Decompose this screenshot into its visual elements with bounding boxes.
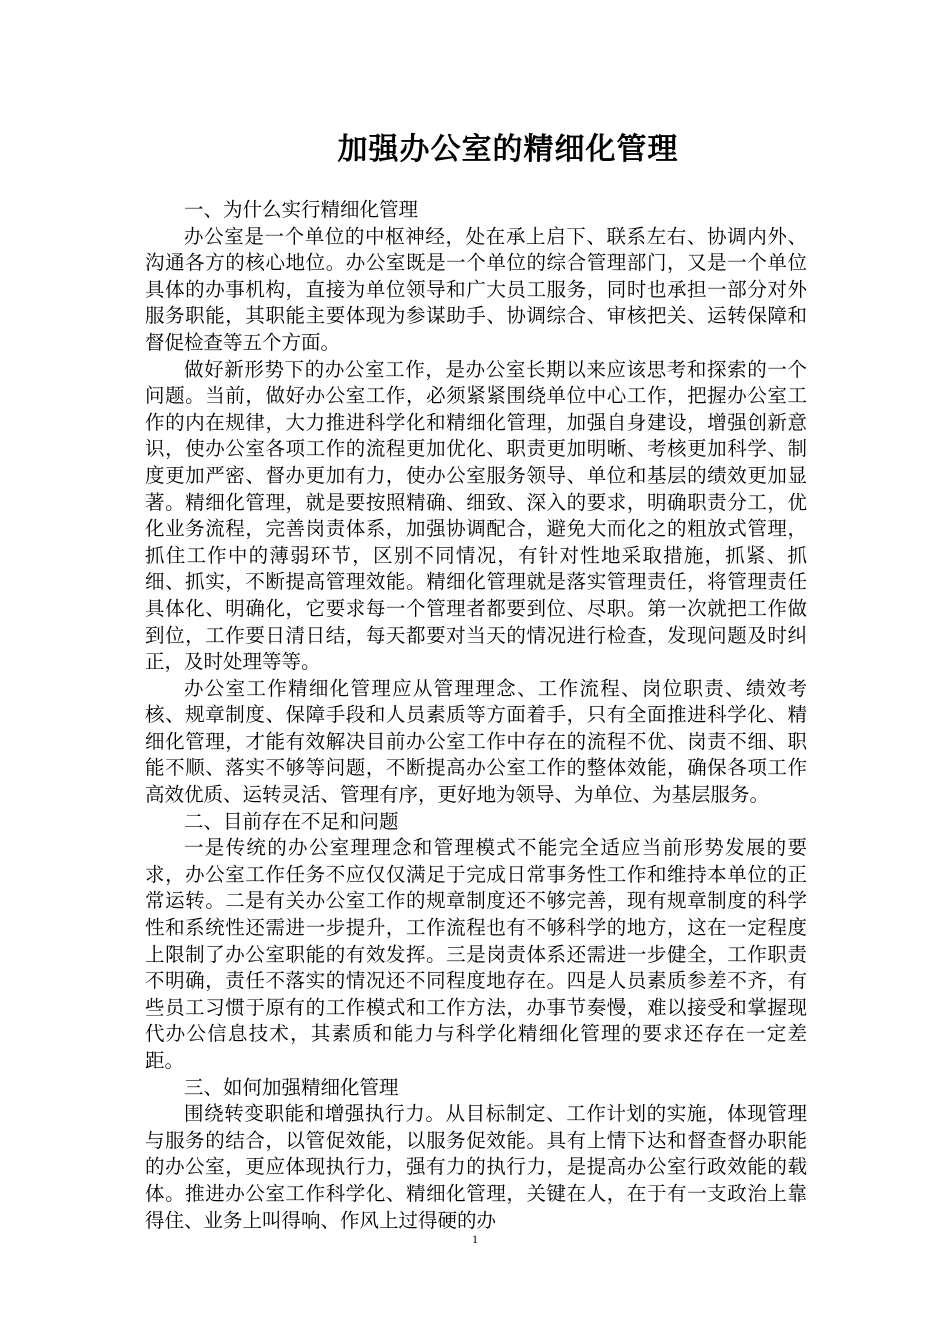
section-heading-1: 一、为什么实行精细化管理	[184, 198, 419, 221]
paragraph: 围绕转变职能和增强执行力。从目标制定、工作计划的实施，体现管理与服务的结合，以管促效能，以服务促效能。具有上情下达和督查督办职能的办公室，更应体现执行力，强有力的执行力，是提高办公室行政效能的载体。推进办公室工作科学化、精细化管理，关键在人，在于有一支政治上靠得住、业务上叫得响、作风上过得硬的办	[145, 1102, 807, 1232]
page-number: 1	[472, 1232, 478, 1246]
paragraph: 办公室工作精细化管理应从管理理念、工作流程、岗位职责、绩效考核、规章制度、保障手段和人员素质等方面着手，只有全面推进科学化、精细化管理，才能有效解决目前办公室工作中存在的流程不优、岗责不细、职能不顺、落实不够等问题，不断提高办公室工作的整体效能，确保各项工作高效优质、运转灵活、管理有序，更好地为领导、为单位、为基层服务。	[145, 676, 807, 807]
document-body	[145, 197, 807, 1234]
document-title: 加强办公室的精细化管理	[337, 132, 679, 167]
paragraph: 做好新形势下的办公室工作，是办公室长期以来应该思考和探索的一个问题。当前，做好办公室工作，必须紧紧围绕单位中心工作，把握办公室工作的内在规律，大力推进科学化和精细化管理，加强自身建设，增强创新意识，使办公室各项工作的流程更加优化、职责更加明晰、考核更加科学、制度更加严密、督办更加有力，使办公室服务领导、单位和基层的绩效更加显著。精细化管理，就是要按照精确、细致、深入的要求，明确职责分工，优化业务流程，完善岗责体系，加强协调配合，避免大而化之的粗放式管理，抓住工作中的薄弱环节，区别不同情况，有针对性地采取措施，抓紧、抓细、抓实，不断提高管理效能。精细化管理就是落实管理责任，将管理责任具体化、明确化，它要求每一个管理者都要到位、尽职。第一次就把工作做到位，工作要日清日结，每天都要对当天的情况进行检查，发现问题及时纠正，及时处理等等。	[145, 357, 807, 674]
section-heading-3: 三、如何加强精细化管理	[184, 1075, 399, 1099]
paragraph: 一是传统的办公室理理念和管理模式不能完全适应当前形势发展的要求，办公室工作任务不应仅仅满足于完成日常事务性工作和维持本单位的正常运转。二是有关办公室工作的规章制度还不够完善，现有规章制度的科学性和系统性还需进一步提升，工作流程也有不够科学的地方，这在一定程度上限制了办公室职能的有效发挥。三是岗责体系还需进一步健全，工作职责不明确，责任不落实的情况还不同程度地存在。四是人员素质参差不齐，有些员工习惯于原有的工作模式和工作方法，办事节奏慢，难以接受和掌握现代办公信息技术，其素质和能力与科学化精细化管理的要求还存在一定差距。	[145, 836, 807, 1072]
paragraph: 办公室是一个单位的中枢神经，处在承上启下、联系左右、协调内外、沟通各方的核心地位。办公室既是一个单位的综合管理部门，又是一个单位具体的办事机构，直接为单位领导和广大员工服务，同时也承担一部分对外服务职能，其职能主要体现为参谋助手、协调综合、审核把关、运转保障和督促检查等五个方面。	[145, 224, 807, 354]
section-heading-2: 二、目前存在不足和问题	[184, 809, 399, 833]
